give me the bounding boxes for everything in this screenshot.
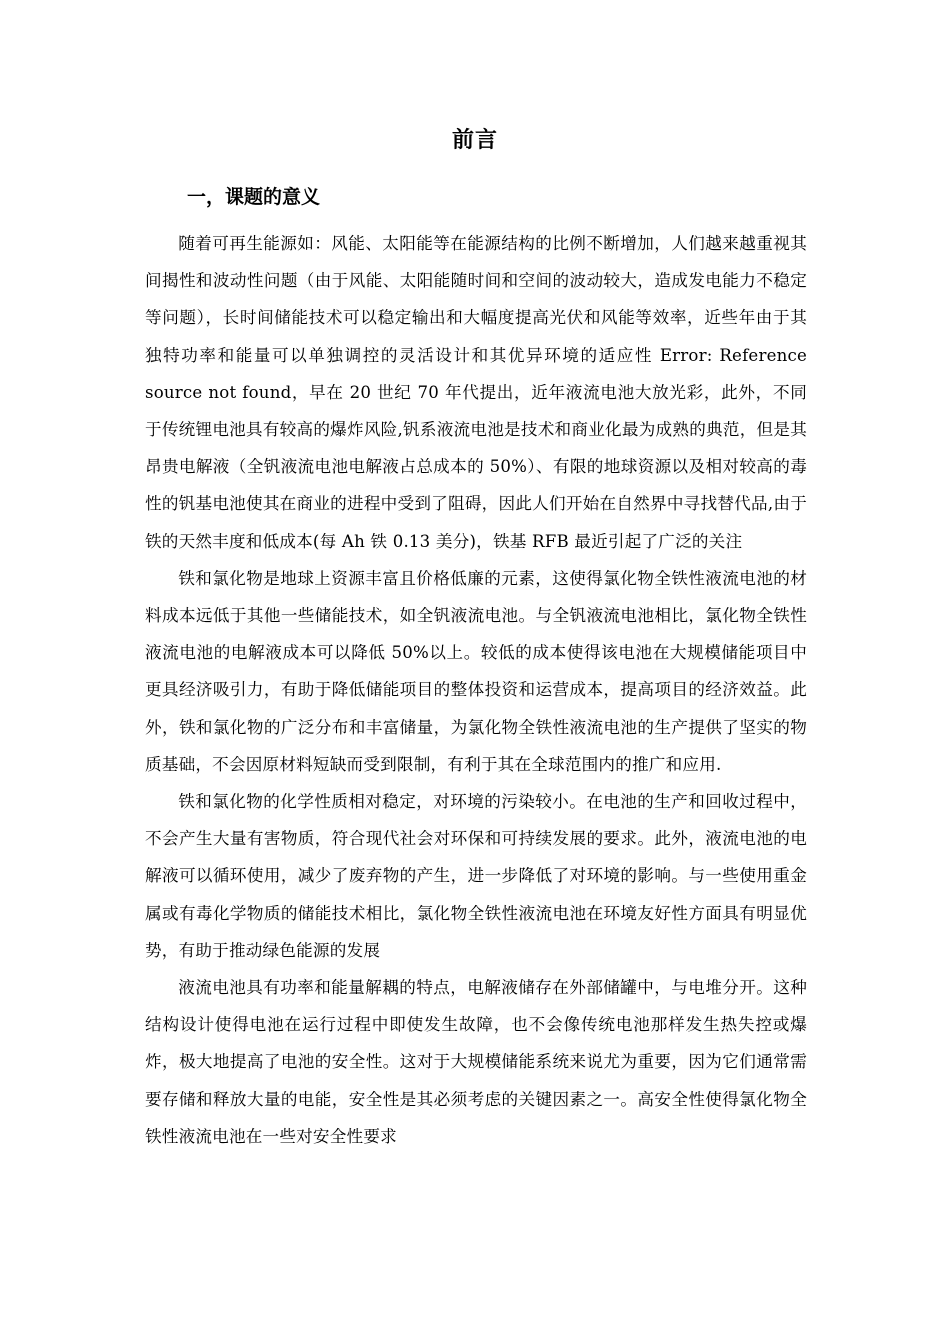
paragraph: 随着可再生能源如：风能、太阳能等在能源结构的比例不断增加，人们越来越重视其间揭性和波动性问题（由于风能、太阳能随时间和空间的波动较大，造成发电能力不稳定等问题），长时间储能技术可以稳定输出和大幅度提高光伏和风能等效率，近些年由于其独特功率和能量可以单独调控的灵活设计和其优异环境的适应性 Error: Reference source not found，早在 20 世纪 70 年代提出，近年液流电池大放光彩，此外，不同于传统锂电池具有较高的爆炸风险,钒系液流电池是技术和商业化最为成熟的典范，但是其昂贵电解液（全钒液流电池电解液占总成本的 50%）、有限的地球资源以及相对较高的毒性的钒基电池使其在商业的进程中受到了阻碍，因此人们开始在自然界中寻找替代品,由于铁的天然丰度和低成本(每 Ah 铁 0.13 美分)，铁基 RFB 最近引起了广泛的关注 bbox=[145, 234, 807, 551]
paragraph: 铁和氯化物是地球上资源丰富且价格低廉的元素，这使得氯化物全铁性液流电池的材料成本远低于其他一些储能技术，如全钒液流电池。与全钒液流电池相比，氯化物全铁性液流电池的电解液成本可以降低 50%以上。较低的成本使得该电池在大规模储能项目中更具经济吸引力，有助于降低储能项目的整体投资和运营成本，提高项目的经济效益。此外，铁和氯化物的广泛分布和丰富储量，为氯化物全铁性液流电池的生产提供了坚实的物质基础，不会因原材料短缺而受到限制，有利于其在全球范围内的推广和应用. bbox=[145, 568, 807, 774]
page-title: 前言 bbox=[451, 128, 498, 153]
section-heading: 一，课题的意义 bbox=[187, 186, 321, 208]
paragraph: 铁和氯化物的化学性质相对稳定，对环境的污染较小。在电池的生产和回收过程中，不会产生大量有害物质，符合现代社会对环保和可持续发展的要求。此外，液流电池的电解液可以循环使用，减少了废弃物的产生，进一步降低了对环境的影响。与一些使用重金属或有毒化学物质的储能技术相比，氯化物全铁性液流电池在环境友好性方面具有明显优势，有助于推动绿色能源的发展 bbox=[145, 792, 807, 960]
paragraph: 液流电池具有功率和能量解耦的特点，电解液储存在外部储罐中，与电堆分开。这种结构设计使得电池在运行过程中即使发生故障，也不会像传统电池那样发生热失控或爆炸，极大地提高了电池的安全性。这对于大规模储能系统来说尤为重要，因为它们通常需要存储和释放大量的电能，安全性是其必须考虑的关键因素之一。高安全性使得氯化物全铁性液流电池在一些对安全性要求 bbox=[145, 978, 807, 1146]
body-text bbox=[145, 225, 807, 1155]
